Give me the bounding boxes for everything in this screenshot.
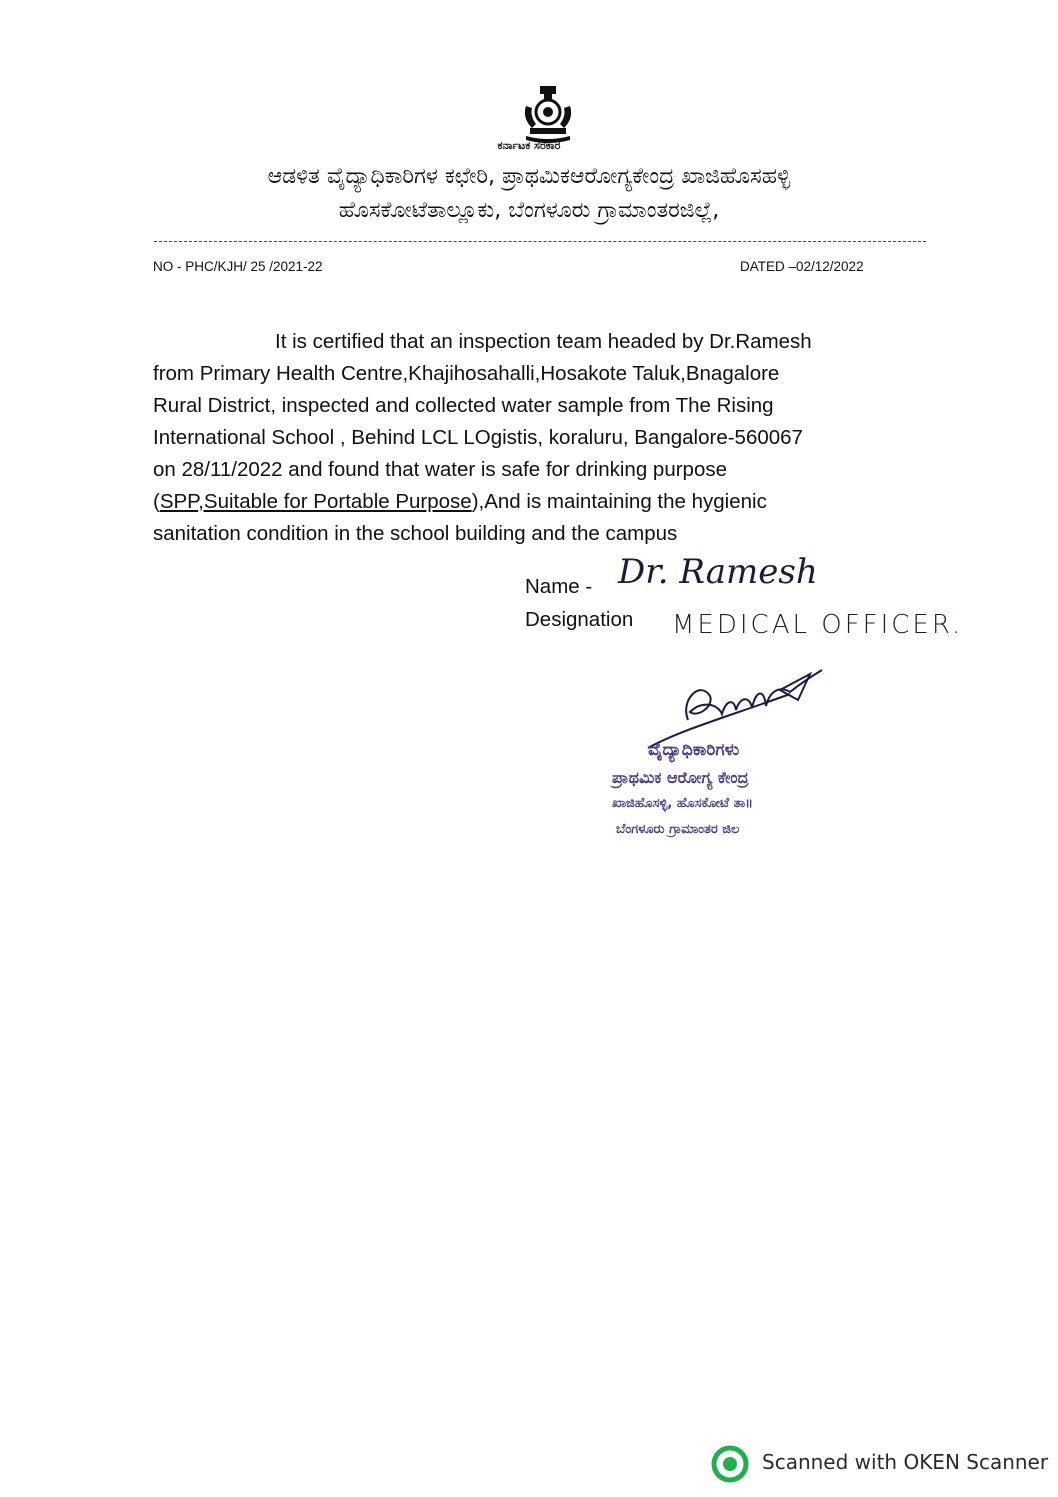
scanner-watermark-text: Scanned with OKEN Scanner (762, 1450, 1049, 1474)
government-name: ಕರ್ನಾಟಕ ಸರಕಾರ (497, 139, 561, 152)
designation-value: MEDICAL OFFICER. (672, 610, 964, 640)
stamp-line-2: ಪ್ರಾಥಮಿಕ ಆರೋಗ್ಯ ಕೇಂದ್ರ (612, 768, 749, 787)
body-line-7: sanitation condition in the school building and the campus (153, 522, 678, 545)
oken-scanner-logo-icon (710, 1444, 750, 1484)
name-value: Dr. Ramesh (618, 552, 818, 592)
body-line-1: It is certified that an inspection team headed by Dr.Ramesh (275, 330, 812, 353)
body-line-6-open: ( (153, 490, 160, 513)
body-line-3: Rural District, inspected and collected water sample from The Rising (153, 394, 774, 417)
body-line-4: International School , Behind LCL LOgistis, koraluru, Bangalore-560067 (153, 426, 803, 449)
header-divider (154, 241, 926, 242)
stamp-line-4: ಬೆಂಗಳೂರು ಗ್ರಾಮಾಂತರ ಜಿಲ (616, 822, 740, 837)
office-title-line1: ಆಡಳಿತ ವೈದ್ಯಾಧಿಕಾರಿಗಳ ಕಛೇರಿ, ಪ್ರಾಥಮಿಕಆರೋಗ್ಯಕೇಂದ್ರ ಖಾಜಿಹೊಸಹಳ್ಳಿ (267, 164, 791, 189)
stamp-line-3: ಖಾಜಿಹೊಸಳ್ಳಿ, ಹೊಸಕೋಟೆ ತಾ॥ (612, 796, 753, 811)
body-line-2: from Primary Health Centre,Khajihosahalli,Hosakote Taluk,Bnagalore (153, 362, 780, 385)
body-line-5: on 28/11/2022 and found that water is safe for drinking purpose (153, 458, 728, 481)
body-line-6-underlined: SPP,Suitable for Portable Purpose (159, 490, 472, 513)
reference-number: NO - PHC/KJH/ 25 /2021-22 (153, 259, 323, 274)
reference-date: DATED –02/12/2022 (740, 259, 864, 274)
office-title-line2: ಹೊಸಕೋಟೆತಾಲ್ಲೂಕು, ಬೆಂಗಳೂರು ಗ್ರಾಮಾಂತರಜಿಲ್ಲೆ, (338, 198, 720, 223)
name-label: Name - (525, 575, 593, 598)
state-emblem-icon (520, 84, 576, 144)
body-line-6 (153, 490, 943, 514)
body-line-6-rest: ),And is maintaining the hygienic (471, 490, 767, 513)
designation-label: Designation (525, 608, 634, 631)
stamp-line-1: ವೈದ್ಯಾಧಿಕಾರಿಗಳು (648, 740, 740, 760)
